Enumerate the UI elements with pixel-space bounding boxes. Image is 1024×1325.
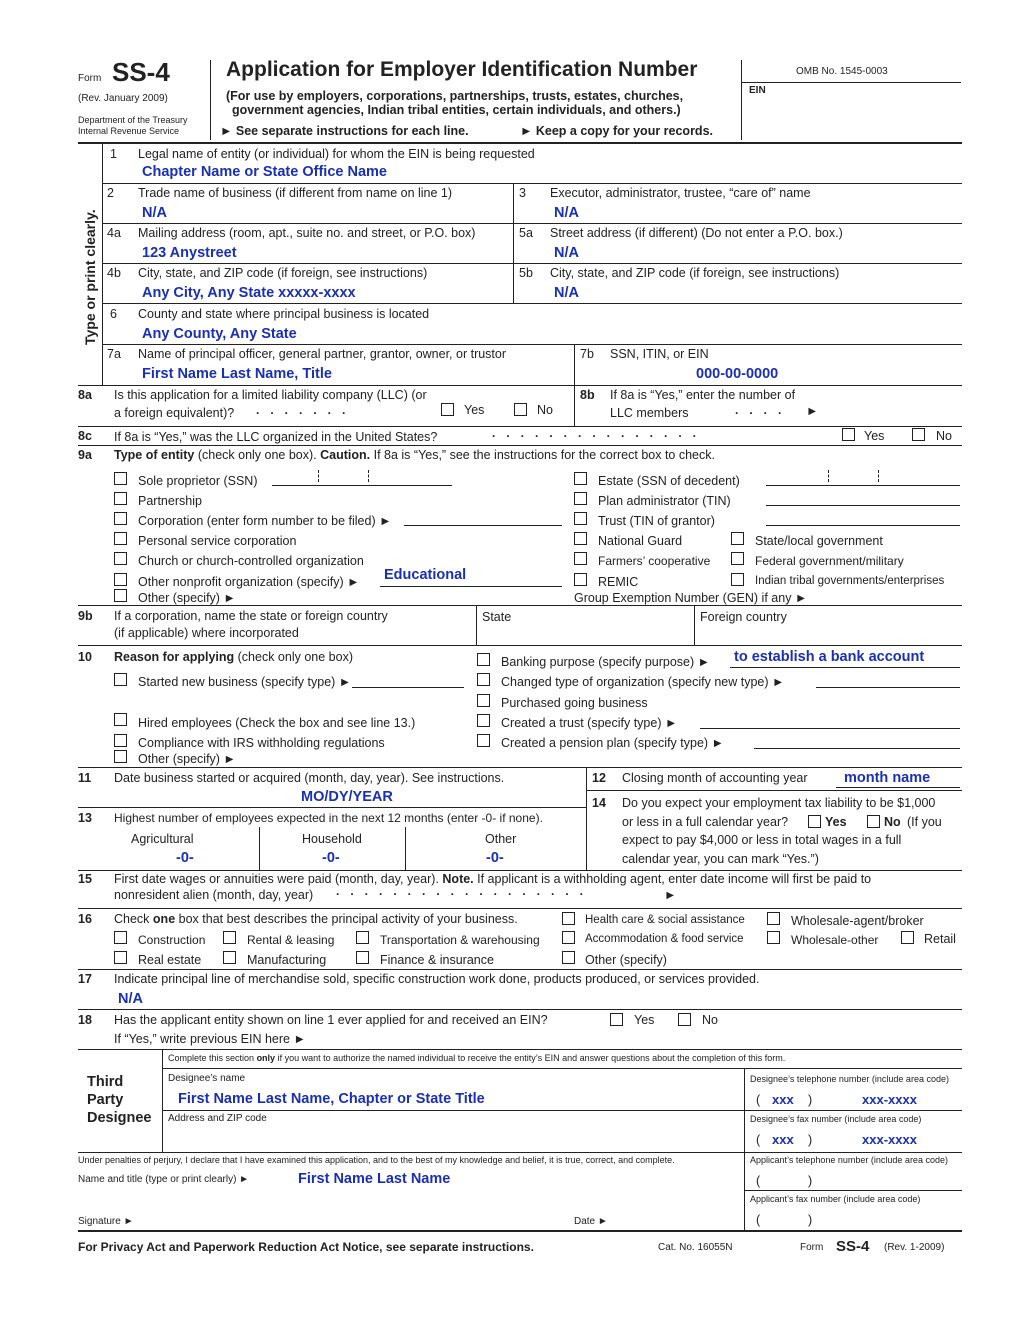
finance-insurance-checkbox[interactable] [356, 951, 369, 964]
copy-note: ► Keep a copy for your records. [520, 124, 713, 138]
designee-phone-paren-close: ) [808, 1093, 813, 1107]
line-9b-label-1: If a corporation, name the state or foreign country [114, 609, 388, 623]
line-15-number: 15 [78, 872, 92, 886]
national-guard-label: National Guard [598, 534, 683, 548]
wholesale-agent-label: Wholesale-agent/broker [791, 914, 924, 928]
form-number: SS-4 [112, 57, 170, 87]
household-field[interactable]: -0- [322, 850, 340, 866]
construction-checkbox[interactable] [114, 931, 127, 944]
created-trust-label: Created a trust (specify type) ► [501, 716, 678, 730]
purchased-business-label: Purchased going business [501, 696, 648, 710]
wholesale-other-label: Wholesale-other [791, 933, 879, 947]
form-subtitle-2: government agencies, Indian tribal entities, certain individuals, and others.) [232, 103, 681, 117]
line-12-number: 12 [592, 771, 606, 785]
line-4a-label: Mailing address (room, apt., suite no. and street, or P.O. box) [138, 226, 476, 240]
line-7a-label: Name of principal officer, general partner, grantor, owner, or trustor [138, 347, 507, 361]
manufacturing-checkbox[interactable] [223, 951, 236, 964]
line-9b-label-2: (if applicable) where incorporated [114, 626, 299, 640]
household-label: Household [302, 832, 362, 846]
line-15-text-2: nonresident alien (month, day, year) [114, 888, 314, 902]
omb-number: OMB No. 1545-0003 [796, 66, 888, 77]
line-7a-number: 7a [107, 347, 121, 361]
line-3-label: Executor, administrator, trustee, “care of” name [550, 186, 811, 200]
trust-checkbox[interactable] [574, 512, 587, 525]
line-8c-label: If 8a is “Yes,” was the LLC organized in the United States? [114, 430, 438, 444]
line-4b-label: City, state, and ZIP code (if foreign, see instructions) [138, 266, 428, 280]
llc-us-no-checkbox[interactable] [912, 428, 925, 441]
line-17-number: 17 [78, 972, 92, 986]
banking-purpose-label: Banking purpose (specify purpose) ► [501, 655, 711, 669]
department: Department of the Treasury [78, 115, 188, 125]
applicant-phone-paren-close: ) [808, 1174, 813, 1188]
incorporation-country-label: Foreign country [700, 610, 787, 624]
catalog-number: Cat. No. 16055N [658, 1242, 733, 1253]
real-estate-label: Real estate [138, 953, 202, 967]
line-6-number: 6 [110, 307, 117, 321]
health-care-label: Health care & social assistance [585, 914, 745, 926]
principal-officer-field[interactable]: First Name Last Name, Title [142, 366, 332, 382]
farmers-coop-checkbox[interactable] [574, 552, 587, 565]
signature-label: Signature ► [78, 1216, 134, 1227]
other-employees-field[interactable]: -0- [486, 850, 504, 866]
federal-gov-label: Federal government/military [755, 554, 904, 568]
tax-liability-no-label: No [884, 815, 901, 829]
other-nonprofit-label: Other nonprofit organization (specify) ► [138, 575, 360, 589]
purchased-business-checkbox[interactable] [477, 694, 490, 707]
line-2-label: Trade name of business (if different from name on line 1) [138, 186, 453, 200]
church-checkbox[interactable] [114, 552, 127, 565]
other-entity-label: Other (specify) ► [138, 591, 236, 605]
partnership-label: Partnership [138, 494, 202, 508]
wholesale-other-checkbox[interactable] [767, 931, 780, 944]
llc-no-checkbox[interactable] [514, 403, 527, 416]
form-word: Form [78, 73, 102, 84]
arrow-icon: ► [664, 888, 677, 902]
church-label: Church or church-controlled organization [138, 554, 364, 568]
line-16-label: Check one box that best describes the principal activity of your business. [114, 912, 518, 926]
line-7b-label: SSN, ITIN, or EIN [610, 347, 709, 361]
national-guard-checkbox[interactable] [574, 532, 587, 545]
arrow-icon: ► [806, 404, 819, 418]
ssn-itin-ein-field[interactable]: 000-00-0000 [696, 366, 779, 382]
retail-checkbox[interactable] [901, 931, 914, 944]
perjury-statement: Under penalties of perjury, I declare that I have examined this application, and to the best of my knowledge and belief, it is true, correct, and complete. [78, 1155, 675, 1165]
accommodation-label: Accommodation & food service [585, 933, 744, 945]
designee-fax-paren-open: ( [756, 1133, 761, 1147]
line-8b-number: 8b [580, 388, 595, 402]
leader-dots: ....... [256, 403, 357, 417]
plan-administrator-label: Plan administrator (TIN) [598, 494, 731, 508]
form-subtitle-1: (For use by employers, corporations, partnerships, trusts, estates, churches, [226, 89, 684, 103]
line-9b-number: 9b [78, 609, 93, 623]
line-13-number: 13 [78, 811, 92, 825]
retail-label: Retail [924, 932, 956, 946]
type-or-print-label: Type or print clearly. [82, 209, 98, 345]
designee-fax-area[interactable]: xxx [772, 1132, 794, 1147]
line-5b-number: 5b [519, 266, 533, 280]
prior-ein-no-label: No [702, 1013, 718, 1027]
name-title-label: Name and title (type or print clearly) ► [78, 1174, 250, 1185]
corporation-label: Corporation (enter form number to be filed) ► [138, 514, 392, 528]
compliance-checkbox[interactable] [114, 734, 127, 747]
agricultural-field[interactable]: -0- [176, 850, 194, 866]
line-9a-number: 9a [78, 448, 92, 462]
corporation-checkbox[interactable] [114, 512, 127, 525]
executor-field[interactable]: N/A [554, 205, 579, 221]
line-17-label: Indicate principal line of merchandise sold, specific construction work done, products produced, or services provided. [114, 972, 760, 986]
previous-ein-label: If “Yes,” write previous EIN here ► [114, 1032, 306, 1046]
footer-revision: (Rev. 1-2009) [884, 1242, 945, 1253]
state-local-gov-label: State/local government [755, 534, 883, 548]
designee-fax-paren-close: ) [808, 1133, 813, 1147]
line-8a-label-1: Is this application for a limited liability company (LLC) (or [114, 388, 427, 402]
date-started-field[interactable]: MO/DY/YEAR [301, 789, 393, 805]
estate-label: Estate (SSN of decedent) [598, 474, 740, 488]
line-5a-label: Street address (if different) (Do not enter a P.O. box.) [550, 226, 843, 240]
other-nonprofit-field[interactable]: Educational [384, 567, 467, 583]
line-8b-label-1: If 8a is “Yes,” enter the number of [610, 388, 796, 402]
changed-org-checkbox[interactable] [477, 673, 490, 686]
estate-checkbox[interactable] [574, 472, 587, 485]
other-activity-checkbox[interactable] [562, 951, 575, 964]
pension-plan-label: Created a pension plan (specify type) ► [501, 736, 724, 750]
designee-heading-3: Designee [87, 1110, 152, 1126]
designee-address-label: Address and ZIP code [168, 1113, 267, 1124]
privacy-notice: For Privacy Act and Paperwork Reduction Act Notice, see separate instructions. [78, 1240, 534, 1254]
personal-service-checkbox[interactable] [114, 532, 127, 545]
designee-phone-area[interactable]: xxx [772, 1092, 794, 1107]
designee-heading-2: Party [87, 1092, 124, 1108]
applicant-fax-paren-open: ( [756, 1213, 761, 1227]
line-2-number: 2 [107, 186, 114, 200]
date-label: Date ► [574, 1216, 608, 1227]
line-14-number: 14 [592, 796, 606, 810]
other-activity-label: Other (specify) [585, 953, 667, 967]
sole-proprietor-checkbox[interactable] [114, 472, 127, 485]
created-trust-checkbox[interactable] [477, 714, 490, 727]
other-nonprofit-checkbox[interactable] [114, 573, 127, 586]
agricultural-label: Agricultural [131, 832, 194, 846]
line-5b-label: City, state, and ZIP code (if foreign, see instructions) [550, 266, 840, 280]
changed-org-label: Changed type of organization (specify new type) ► [501, 675, 785, 689]
farmers-coop-label: Farmers’ cooperative [598, 554, 711, 568]
line-14-text-3: expect to pay $4,000 or less in total wages in a full [622, 833, 902, 847]
tax-liability-yes-label: Yes [825, 815, 847, 829]
line-12-label: Closing month of accounting year [622, 771, 808, 785]
agency: Internal Revenue Service [78, 126, 180, 136]
line-11-label: Date business started or acquired (month, day, year). See instructions. [114, 771, 505, 785]
applicant-fax-paren-close: ) [808, 1213, 813, 1227]
other-entity-checkbox[interactable] [114, 589, 127, 602]
compliance-label: Compliance with IRS withholding regulations [138, 736, 385, 750]
designee-intro: Complete this section only if you want to authorize the named individual to receive the entity’s EIN and answer questions about the completion of this form. [168, 1053, 786, 1063]
footer-form-number: SS-4 [836, 1238, 870, 1255]
line-18-number: 18 [78, 1013, 92, 1027]
construction-label: Construction [138, 933, 206, 947]
line-15-text-1: First date wages or annuities were paid (month, day, year). Note. If applicant is a withholding agent, enter date income will first be paid to [114, 872, 872, 886]
line-10-label: Reason for applying (check only one box) [114, 650, 353, 664]
prior-ein-yes-checkbox[interactable] [610, 1013, 623, 1026]
tax-liability-yes-checkbox[interactable] [808, 815, 821, 828]
partnership-checkbox[interactable] [114, 492, 127, 505]
gen-label: Group Exemption Number (GEN) if any ► [574, 591, 808, 605]
remic-label: REMIC [598, 575, 639, 589]
line-7b-number: 7b [580, 347, 594, 361]
line-16-number: 16 [78, 912, 92, 926]
indian-tribal-label: Indian tribal governments/enterprises [755, 575, 945, 587]
finance-insurance-label: Finance & insurance [380, 953, 494, 967]
designee-name-label: Designee’s name [168, 1073, 246, 1084]
line-14-text-1: Do you expect your employment tax liability to be $1,000 [622, 796, 936, 810]
rental-leasing-label: Rental & leasing [247, 933, 335, 947]
designee-phone-paren-open: ( [756, 1093, 761, 1107]
applicant-phone-paren-open: ( [756, 1174, 761, 1188]
form-title: Application for Employer Identification Number [226, 58, 698, 81]
banking-purpose-field[interactable]: to establish a bank account [734, 649, 925, 665]
wholesale-agent-checkbox[interactable] [767, 912, 780, 925]
line-4b-number: 4b [107, 266, 121, 280]
revision: (Rev. January 2009) [78, 93, 168, 104]
designee-name-field[interactable]: First Name Last Name, Chapter or State Title [178, 1091, 485, 1107]
ein-label: EIN [749, 85, 766, 96]
real-estate-checkbox[interactable] [114, 951, 127, 964]
line-8b-label-2: LLC members [610, 406, 689, 420]
line-8a-number: 8a [78, 388, 92, 402]
hired-employees-checkbox[interactable] [114, 713, 127, 726]
trust-label: Trust (TIN of grantor) [598, 514, 715, 528]
tax-liability-no-checkbox[interactable] [867, 815, 880, 828]
applicant-fax-label: Applicant’s fax number (include area code) [750, 1194, 921, 1204]
state-local-gov-checkbox[interactable] [731, 532, 744, 545]
county-state-field[interactable]: Any County, Any State [142, 326, 297, 342]
closing-month-field[interactable]: month name [844, 770, 931, 786]
started-business-label: Started new business (specify type) ► [138, 675, 352, 689]
indian-tribal-checkbox[interactable] [731, 573, 744, 586]
instructions-note: ► See separate instructions for each line. [220, 124, 469, 138]
designee-fax-number[interactable]: xxx-xxxx [862, 1132, 917, 1147]
street-address-field[interactable]: N/A [554, 245, 579, 261]
line-8a-label-2: a foreign equivalent)? [114, 406, 235, 420]
plan-administrator-checkbox[interactable] [574, 492, 587, 505]
health-care-checkbox[interactable] [562, 912, 575, 925]
incorporation-state-label: State [482, 610, 512, 624]
designee-phone-number[interactable]: xxx-xxxx [862, 1092, 917, 1107]
line-5a-number: 5a [519, 226, 533, 240]
trade-name-field[interactable]: N/A [142, 205, 167, 221]
line-1-number: 1 [110, 147, 117, 161]
llc-no-label: No [537, 403, 553, 417]
leader-dots: .................. [336, 884, 595, 898]
legal-name-field[interactable]: Chapter Name or State Office Name [142, 164, 387, 180]
other-employees-label: Other [485, 832, 517, 846]
llc-us-yes-checkbox[interactable] [842, 428, 855, 441]
mailing-address-field[interactable]: 123 Anystreet [142, 245, 237, 261]
line-14-text-2b: (If you [907, 815, 942, 829]
line-6-label: County and state where principal business is located [138, 307, 430, 321]
leader-dots: ............... [492, 426, 708, 440]
llc-us-no-label: No [936, 429, 952, 443]
line-18-label: Has the applicant entity shown on line 1 ever applied for and received an EIN? [114, 1013, 548, 1027]
merchandise-field[interactable]: N/A [118, 991, 143, 1007]
transportation-label: Transportation & warehousing [380, 933, 540, 947]
manufacturing-label: Manufacturing [247, 953, 327, 967]
footer-form-word: Form [800, 1242, 824, 1253]
line-3-number: 3 [519, 186, 526, 200]
llc-yes-label: Yes [464, 403, 485, 417]
remic-checkbox[interactable] [574, 573, 587, 586]
sole-proprietor-label: Sole proprietor (SSN) [138, 474, 258, 488]
line-14-text-2: or less in a full calendar year? [622, 815, 789, 829]
designee-heading-1: Third [87, 1074, 124, 1090]
started-business-checkbox[interactable] [114, 673, 127, 686]
leader-dots: .... [735, 403, 793, 417]
line-14-text-4: calendar year, you can mark “Yes.”) [622, 852, 819, 866]
llc-yes-checkbox[interactable] [441, 403, 454, 416]
line-4a-number: 4a [107, 226, 121, 240]
other-reason-label: Other (specify) ► [138, 752, 236, 766]
street-city-state-zip-field[interactable]: N/A [554, 285, 579, 301]
prior-ein-no-checkbox[interactable] [678, 1013, 691, 1026]
line-8c-number: 8c [78, 429, 92, 443]
other-reason-checkbox[interactable] [114, 750, 127, 763]
line-10-number: 10 [78, 650, 92, 664]
line-1-label: Legal name of entity (or individual) for whom the EIN is being requested [138, 147, 535, 161]
hired-employees-label: Hired employees (Check the box and see line 13.) [138, 716, 416, 730]
banking-purpose-checkbox[interactable] [477, 653, 490, 666]
line-11-number: 11 [78, 771, 92, 785]
prior-ein-yes-label: Yes [634, 1013, 655, 1027]
designee-phone-label: Designee’s telephone number (include area code) [750, 1074, 949, 1084]
rental-leasing-checkbox[interactable] [223, 931, 236, 944]
line-13-label: Highest number of employees expected in the next 12 months (enter -0- if none). [114, 811, 543, 825]
applicant-phone-label: Applicant’s telephone number (include area code) [750, 1155, 948, 1165]
designee-fax-label: Designee’s fax number (include area code) [750, 1114, 922, 1124]
transportation-checkbox[interactable] [356, 931, 369, 944]
line-9a-label: Type of entity (check only one box). Caution. If 8a is “Yes,” see the instructions for the correct box to check. [114, 448, 715, 462]
city-state-zip-field[interactable]: Any City, Any State xxxxx-xxxx [142, 285, 356, 301]
llc-us-yes-label: Yes [864, 429, 885, 443]
applicant-name-field[interactable]: First Name Last Name [298, 1171, 451, 1187]
accommodation-checkbox[interactable] [562, 931, 575, 944]
pension-plan-checkbox[interactable] [477, 734, 490, 747]
personal-service-label: Personal service corporation [138, 534, 297, 548]
federal-gov-checkbox[interactable] [731, 552, 744, 565]
